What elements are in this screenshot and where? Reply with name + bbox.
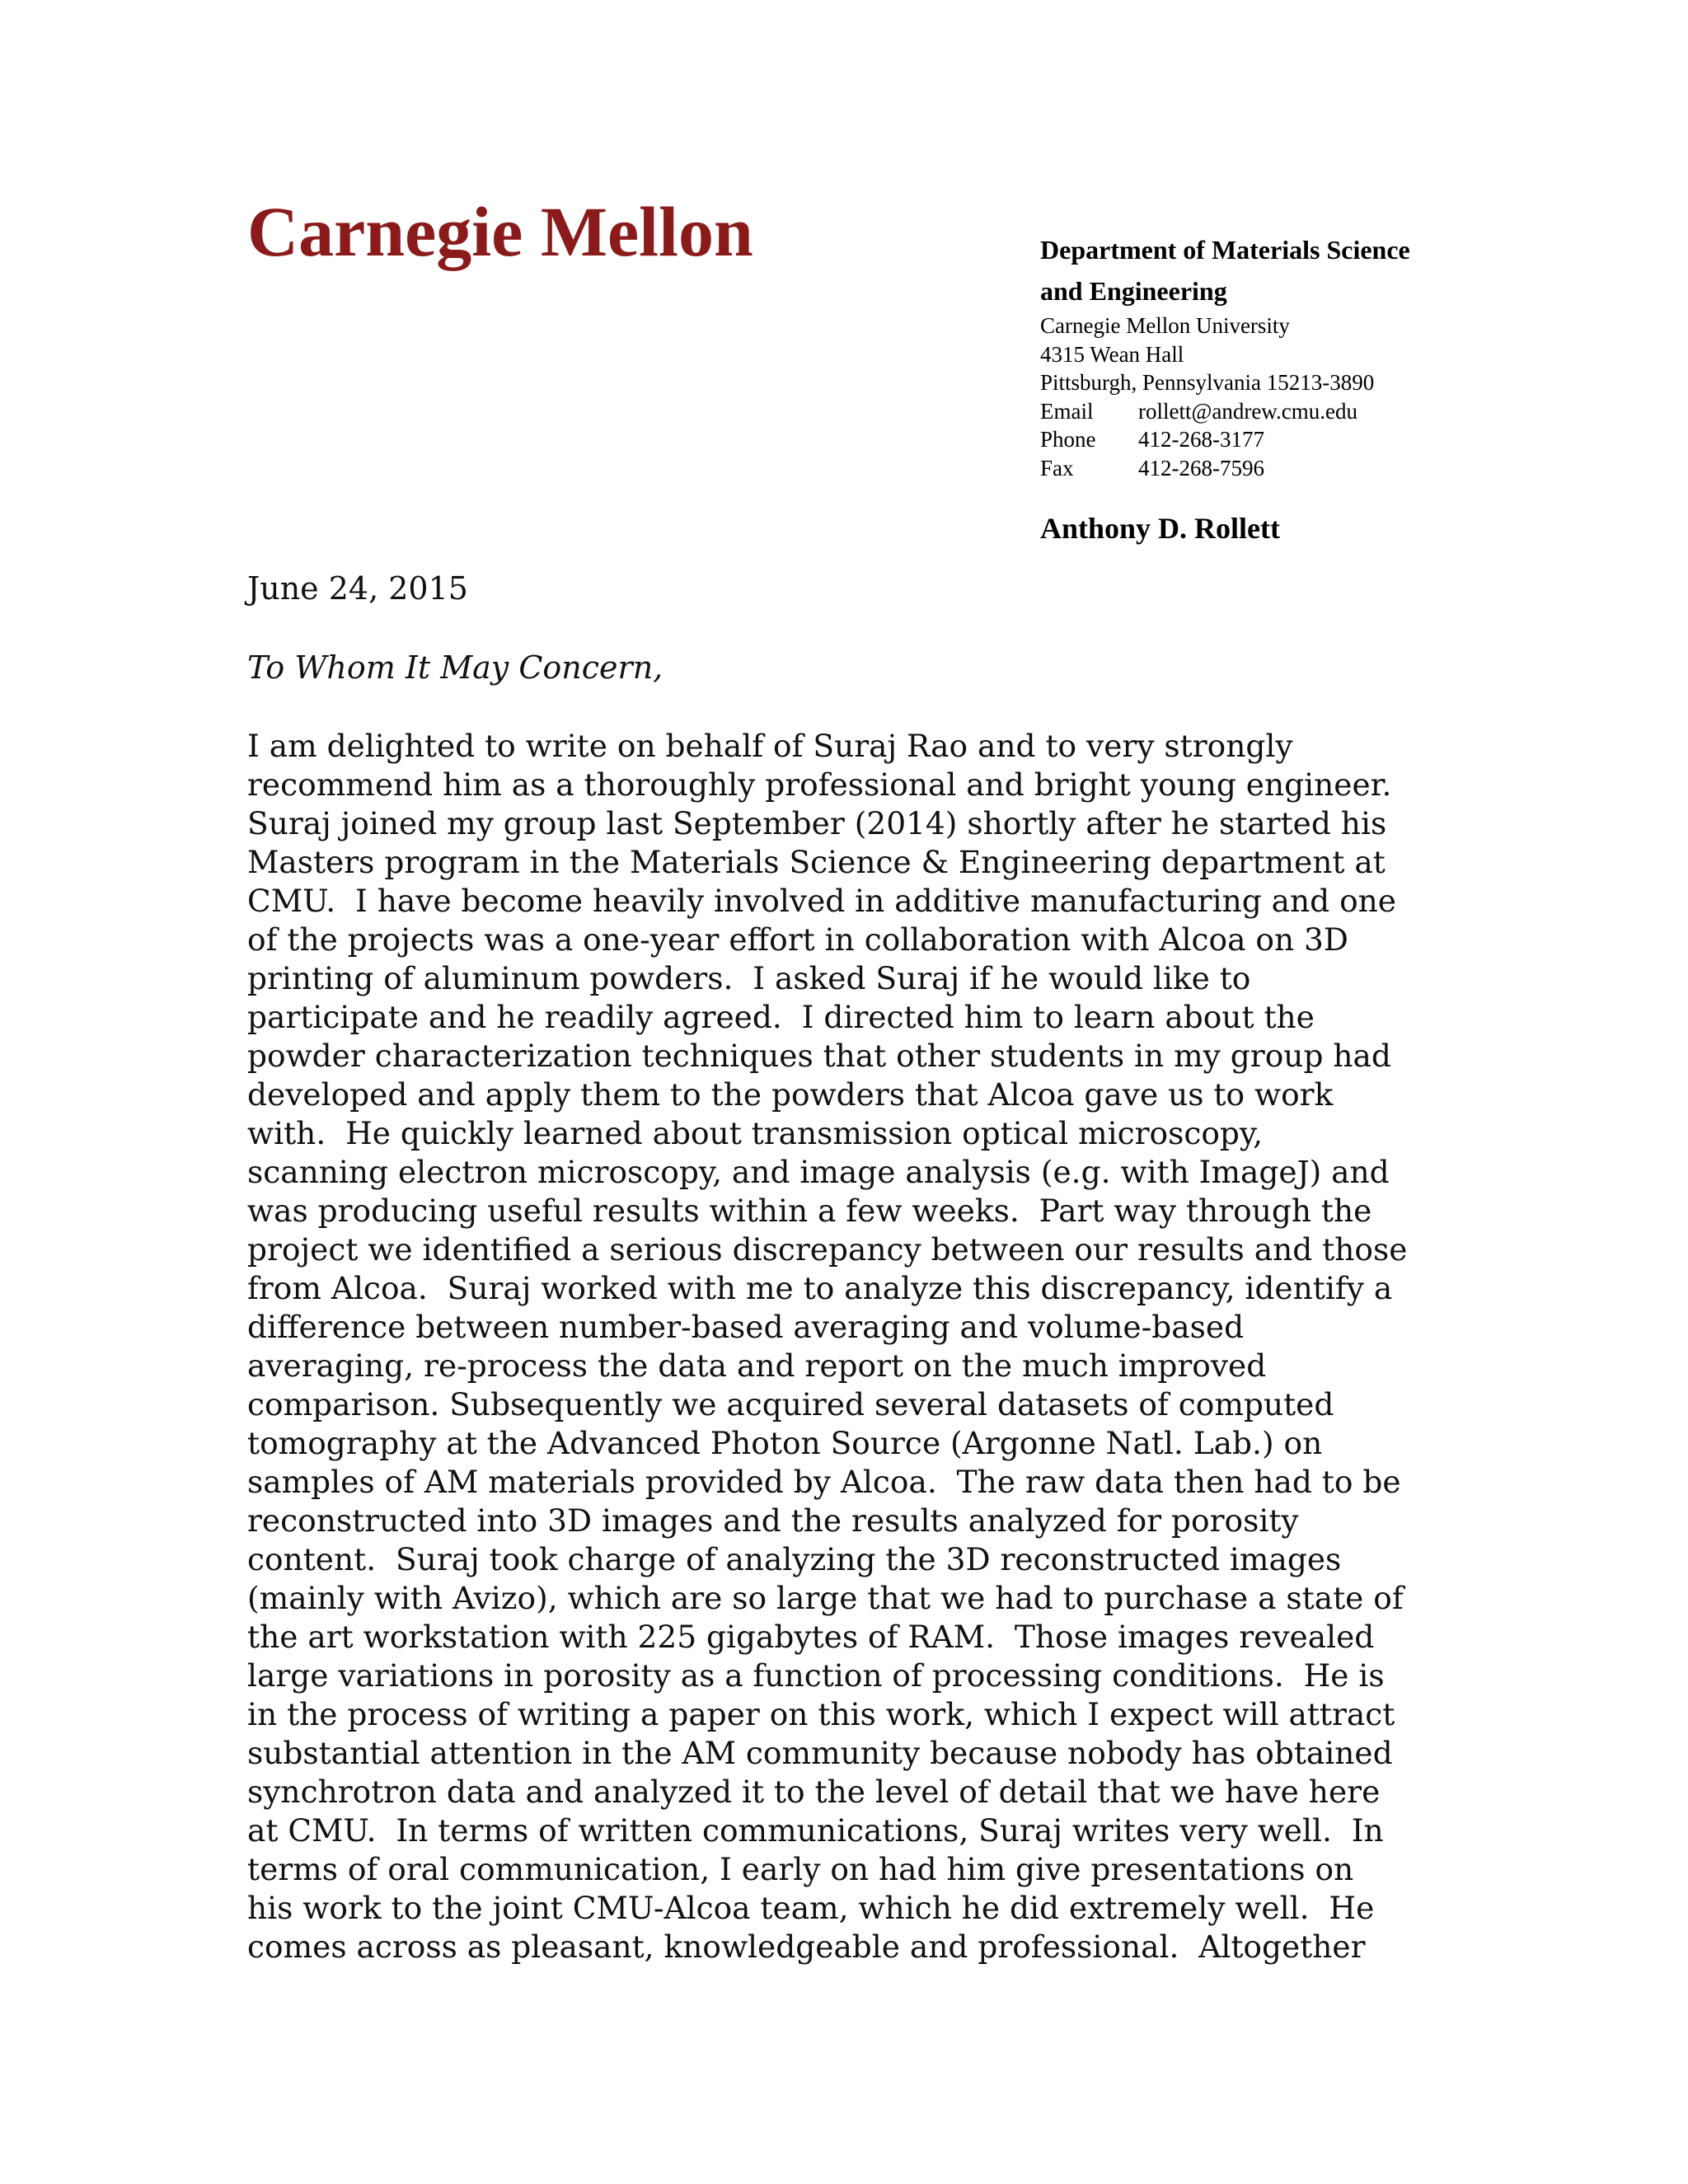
body-line: comes across as pleasant, knowledgeable and professional. Altogether bbox=[247, 1929, 1366, 1965]
university-wordmark: Carnegie Mellon bbox=[247, 192, 753, 271]
phone-label: Phone bbox=[1040, 427, 1096, 452]
letter-body bbox=[247, 727, 1484, 1966]
body-line: comparison. Subsequently we acquired several datasets of computed bbox=[247, 1386, 1334, 1422]
body-line: large variations in porosity as a function of processing conditions. He is bbox=[247, 1657, 1385, 1694]
contact-phone-row bbox=[1040, 425, 1502, 454]
email-label: Email bbox=[1040, 398, 1094, 424]
body-line: I am delighted to write on behalf of Suraj Rao and to very strongly bbox=[247, 728, 1293, 764]
contact-email-row bbox=[1040, 397, 1502, 426]
body-line: with. He quickly learned about transmission optical microscopy, bbox=[247, 1115, 1264, 1151]
fax-value: 412-268-7596 bbox=[1138, 455, 1264, 480]
fax-label: Fax bbox=[1040, 455, 1074, 480]
body-line: powder characterization techniques that other students in my group had bbox=[247, 1038, 1391, 1074]
signatory-name: Anthony D. Rollett bbox=[1040, 512, 1281, 545]
email-value: rollett@andrew.cmu.edu bbox=[1138, 398, 1358, 424]
letter-date: June 24, 2015 bbox=[247, 570, 468, 607]
body-line: was producing useful results within a few weeks. Part way through the bbox=[247, 1193, 1372, 1229]
body-line: at CMU. In terms of written communications, Suraj writes very well. In bbox=[247, 1812, 1384, 1849]
department-name-line1: Department of Materials Science bbox=[1040, 235, 1410, 265]
body-line: (mainly with Avizo), which are so large that we had to purchase a state of bbox=[247, 1580, 1404, 1616]
body-line: CMU. I have become heavily involved in additive manufacturing and one bbox=[247, 883, 1397, 919]
body-line: tomography at the Advanced Photon Source (Argonne Natl. Lab.) on bbox=[247, 1425, 1323, 1461]
body-line: recommend him as a thoroughly professional and bright young engineer. bbox=[247, 766, 1392, 803]
body-line: terms of oral communication, I early on had him give presentations on bbox=[247, 1851, 1354, 1887]
body-line: project we identified a serious discrepancy between our results and those bbox=[247, 1231, 1408, 1268]
body-line: participate and he readily agreed. I directed him to learn about the bbox=[247, 999, 1315, 1035]
body-line: from Alcoa. Suraj worked with me to analyze this discrepancy, identify a bbox=[247, 1270, 1393, 1306]
address-line: Pittsburgh, Pennsylvania 15213-3890 bbox=[1040, 370, 1375, 395]
body-line: averaging, re-process the data and report on the much improved bbox=[247, 1347, 1267, 1384]
salutation: To Whom It May Concern, bbox=[247, 649, 663, 686]
body-line: substantial attention in the AM community because nobody has obtained bbox=[247, 1735, 1393, 1771]
body-line: difference between number-based averaging and volume-based bbox=[247, 1309, 1245, 1345]
body-line: printing of aluminum powders. I asked Suraj if he would like to bbox=[247, 960, 1251, 996]
body-line: Masters program in the Materials Science & Engineering department at bbox=[247, 844, 1386, 880]
address-line: Carnegie Mellon University bbox=[1040, 313, 1290, 338]
contact-fax-row bbox=[1040, 454, 1502, 483]
phone-value: 412-268-3177 bbox=[1138, 427, 1264, 452]
address-line: 4315 Wean Hall bbox=[1040, 341, 1184, 367]
body-line: developed and apply them to the powders that Alcoa gave us to work bbox=[247, 1076, 1334, 1113]
body-line: his work to the joint CMU-Alcoa team, which he did extremely well. He bbox=[247, 1890, 1375, 1926]
body-line: scanning electron microscopy, and image analysis (e.g. with ImageJ) and bbox=[247, 1154, 1390, 1190]
body-line: content. Suraj took charge of analyzing the 3D reconstructed images bbox=[247, 1541, 1342, 1577]
body-line: of the projects was a one-year effort in collaboration with Alcoa on 3D bbox=[247, 921, 1348, 958]
body-line: Suraj joined my group last September (2014) shortly after he started his bbox=[247, 805, 1387, 841]
body-line: synchrotron data and analyzed it to the level of detail that we have here bbox=[247, 1774, 1381, 1810]
letterhead-address-block bbox=[1040, 229, 1502, 546]
body-line: samples of AM materials provided by Alcoa. The raw data then had to be bbox=[247, 1464, 1401, 1500]
body-line: in the process of writing a paper on this work, which I expect will attract bbox=[247, 1696, 1395, 1732]
body-line: the art workstation with 225 gigabytes of RAM. Those images revealed bbox=[247, 1619, 1375, 1655]
department-name-line2: and Engineering bbox=[1040, 276, 1227, 306]
body-line: reconstructed into 3D images and the results analyzed for porosity bbox=[247, 1502, 1299, 1539]
